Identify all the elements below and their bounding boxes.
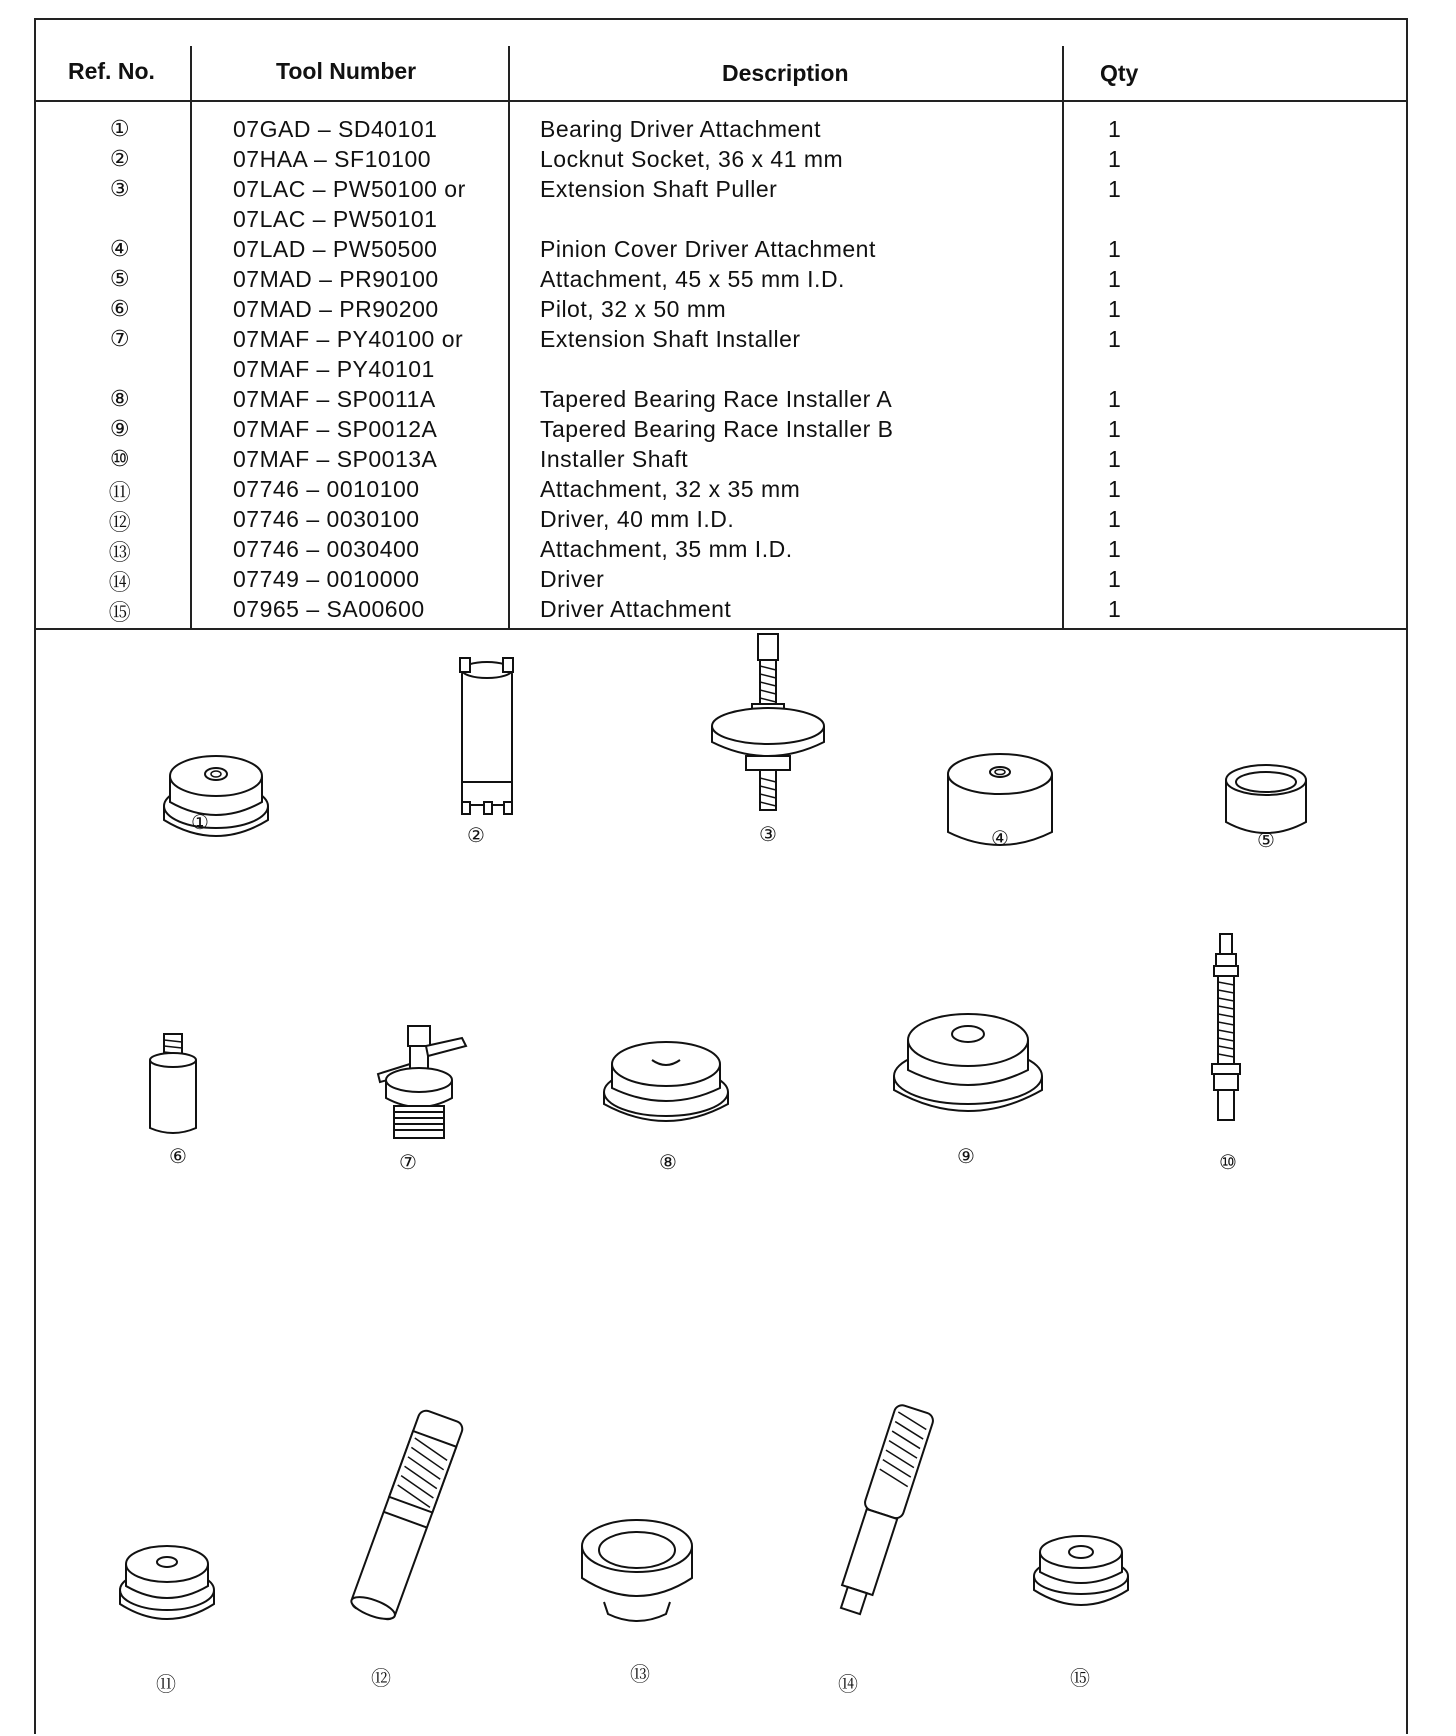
illustration-label: ⑧	[659, 1152, 677, 1174]
tool-number	[233, 326, 464, 382]
tool-quantity: 1	[1108, 536, 1122, 562]
tool-number-line: 07MAF – SP0013A	[233, 446, 438, 472]
header-ref-no: Ref. No.	[68, 58, 155, 84]
ref-number: ⑥	[109, 296, 131, 321]
ref-number: ⑮	[108, 600, 132, 625]
pilot-illustration	[138, 1030, 208, 1140]
tool-number-line: 07746 – 0030100	[233, 506, 420, 532]
table-row	[36, 236, 1406, 266]
tool-quantity: 1	[1108, 506, 1122, 532]
header-qty: Qty	[1100, 60, 1139, 86]
tool-number-line: 07MAF – PY40100 or	[233, 326, 464, 352]
header-description: Description	[722, 60, 849, 86]
header-tool-number: Tool Number	[276, 58, 417, 84]
tool-quantity: 1	[1108, 386, 1122, 412]
extension-shaft-installer-illustration	[366, 1020, 476, 1160]
ref-number: ⑤	[109, 266, 131, 291]
tool-description: Attachment, 35 mm I.D.	[540, 536, 793, 562]
installer-shaft-illustration	[1196, 930, 1256, 1130]
tool-quantity: 1	[1108, 146, 1122, 172]
ref-number: ⑫	[108, 510, 132, 535]
tool-description: Driver, 40 mm I.D.	[540, 506, 735, 532]
illustration-label: ⑬	[630, 1664, 650, 1686]
illustration-label: ②	[467, 825, 485, 847]
tool-description: Extension Shaft Installer	[540, 326, 801, 352]
tool-description: Pilot, 32 x 50 mm	[540, 296, 727, 322]
tool-illustrations	[36, 630, 1406, 1736]
ref-number: ②	[109, 146, 131, 171]
tool-number	[233, 596, 425, 623]
tool-description: Attachment, 32 x 35 mm	[540, 476, 801, 502]
tool-description: Tapered Bearing Race Installer A	[540, 386, 893, 412]
tool-number-alt-line: 07LAC – PW50101	[233, 206, 438, 232]
table-header	[36, 20, 1406, 102]
table-row	[36, 146, 1406, 176]
table-row	[36, 296, 1406, 326]
tool-quantity: 1	[1108, 296, 1122, 322]
tool-number	[233, 236, 437, 263]
tool-description: Installer Shaft	[540, 446, 689, 472]
illustration-label: ④	[991, 828, 1009, 850]
illustration-label: ⑨	[957, 1146, 975, 1168]
tool-quantity: 1	[1108, 446, 1122, 472]
tool-description: Driver	[540, 566, 605, 592]
ref-number: ⑨	[109, 416, 131, 441]
tool-quantity: 1	[1108, 116, 1122, 142]
tool-quantity: 1	[1108, 236, 1122, 262]
ref-number: ④	[109, 236, 131, 261]
tool-number	[233, 476, 420, 503]
illustration-label: ⑮	[1070, 1668, 1090, 1690]
tool-number-line: 07746 – 0010100	[233, 476, 420, 502]
illustration-label: ⑥	[169, 1146, 187, 1168]
table-row	[36, 386, 1406, 416]
tool-number-line: 07LAD – PW50500	[233, 236, 438, 262]
tool-description: Driver Attachment	[540, 596, 732, 622]
tool-number	[233, 566, 420, 593]
illustration-label: ⑫	[371, 1668, 391, 1690]
tool-description: Pinion Cover Driver Attachment	[540, 236, 876, 262]
driver-illustration	[812, 1394, 952, 1634]
ref-number: ①	[109, 116, 131, 141]
tool-quantity: 1	[1108, 476, 1122, 502]
tool-quantity: 1	[1108, 566, 1122, 592]
ref-number: ⑭	[108, 570, 132, 595]
tool-number	[233, 116, 437, 143]
tool-quantity: 1	[1108, 596, 1122, 622]
extension-shaft-puller-illustration	[702, 630, 832, 820]
ref-number: ⑬	[108, 540, 132, 565]
tool-number	[233, 446, 437, 473]
tool-number-line: 07749 – 0010000	[233, 566, 420, 592]
tool-number-line: 07965 – SA00600	[233, 596, 425, 622]
ref-number: ⑧	[109, 386, 131, 411]
tool-number-line: 07LAC – PW50100 or	[233, 176, 466, 202]
ref-number: ⑪	[108, 480, 132, 505]
tool-quantity: 1	[1108, 416, 1122, 442]
tool-number-alt-line: 07MAF – PY40101	[233, 356, 435, 382]
illustration-label: ⑦	[399, 1152, 417, 1174]
table-row	[36, 176, 1406, 232]
tool-number	[233, 536, 420, 563]
illustration-label: ⑤	[1257, 830, 1275, 852]
tool-description: Attachment, 45 x 55 mm I.D.	[540, 266, 845, 292]
table-row	[36, 536, 1406, 566]
illustration-label: ⑭	[838, 1674, 858, 1696]
tool-description: Extension Shaft Puller	[540, 176, 778, 202]
table-row	[36, 506, 1406, 536]
table-row	[36, 116, 1406, 146]
illustration-label: ③	[759, 824, 777, 846]
tool-number	[233, 296, 439, 323]
tool-number	[233, 176, 466, 232]
special-tools-table	[36, 20, 1406, 630]
tool-number-line: 07GAD – SD40101	[233, 116, 438, 142]
tool-number-line: 07MAF – SP0012A	[233, 416, 438, 442]
illustration-label: ⑪	[156, 1674, 176, 1696]
table-row	[36, 266, 1406, 296]
tool-quantity: 1	[1108, 326, 1122, 352]
tool-description: Bearing Driver Attachment	[540, 116, 821, 142]
illustration-label: ⑩	[1219, 1152, 1237, 1174]
tool-number	[233, 266, 439, 293]
tool-quantity: 1	[1108, 266, 1122, 292]
tool-number-line: 07MAD – PR90100	[233, 266, 439, 292]
tool-quantity: 1	[1108, 176, 1122, 202]
table-row	[36, 446, 1406, 476]
table-row	[36, 416, 1406, 446]
attachment-35mm-illustration	[572, 1510, 702, 1630]
tool-description: Tapered Bearing Race Installer B	[540, 416, 894, 442]
tool-number	[233, 146, 431, 173]
tool-number-line: 07MAF – SP0011A	[233, 386, 436, 412]
tool-number	[233, 416, 437, 443]
driver-attachment-illustration	[1026, 1530, 1136, 1630]
illustration-label: ①	[191, 812, 209, 834]
ref-number: ③	[109, 176, 131, 201]
tool-number	[233, 506, 420, 533]
locknut-socket-illustration	[448, 652, 528, 822]
driver-40mm-illustration	[332, 1400, 482, 1630]
tool-number-line: 07HAA – SF10100	[233, 146, 432, 172]
tapered-bearing-race-installer-a-illustration	[596, 1030, 736, 1140]
ref-number: ⑩	[109, 446, 131, 471]
ref-number: ⑦	[109, 326, 131, 351]
tool-description: Locknut Socket, 36 x 41 mm	[540, 146, 844, 172]
tool-number-line: 07MAD – PR90200	[233, 296, 439, 322]
table-row	[36, 596, 1406, 626]
attachment-32x35-illustration	[112, 1540, 222, 1640]
table-row	[36, 476, 1406, 506]
table-row	[36, 566, 1406, 596]
table-row	[36, 326, 1406, 382]
tool-list-frame	[34, 18, 1408, 1734]
tool-number-line: 07746 – 0030400	[233, 536, 420, 562]
tapered-bearing-race-installer-b-illustration	[888, 1000, 1048, 1130]
tool-number	[233, 386, 436, 413]
